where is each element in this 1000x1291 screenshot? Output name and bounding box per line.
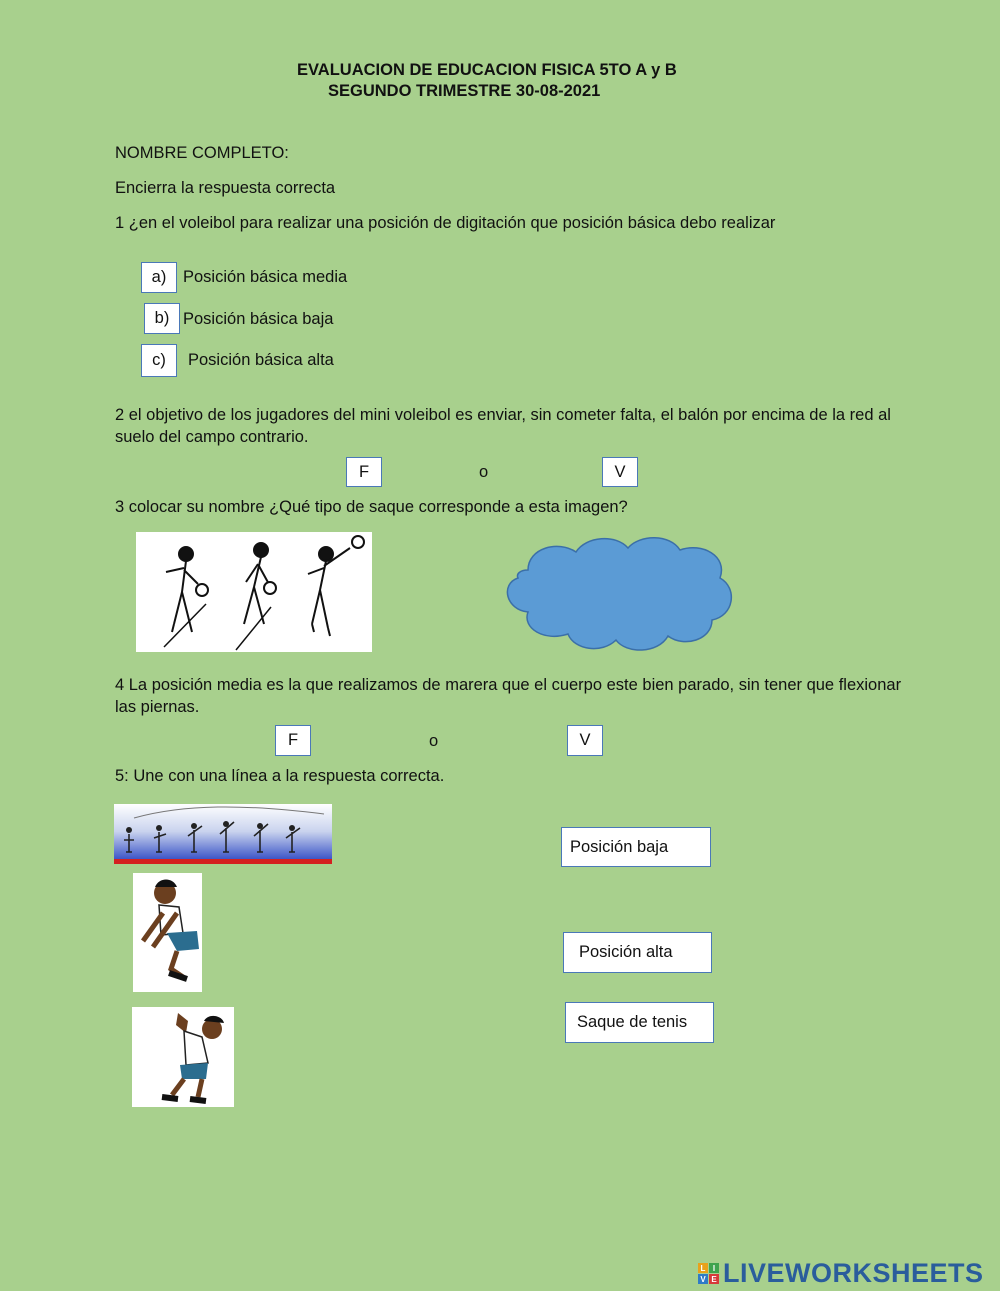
tennis-serve-sequence-image[interactable] <box>114 804 332 864</box>
q2-false-label: F <box>358 462 370 481</box>
serve-sequence-illustration <box>136 532 372 652</box>
logo-mark-icon <box>698 1263 719 1284</box>
question-5-text: 5: Une con una línea a la respuesta correcta. <box>115 767 445 785</box>
logo-text: LIVEWORKSHEETS <box>723 1258 984 1288</box>
option-b-letter: b) <box>154 309 170 327</box>
high-position-player-image[interactable] <box>132 1007 234 1107</box>
low-position-illustration <box>133 873 202 992</box>
liveworksheets-logo[interactable] <box>698 1258 984 1289</box>
page-title: EVALUACION DE EDUCACION FISICA 5TO A y B <box>297 61 677 79</box>
student-name-label: NOMBRE COMPLETO: <box>115 144 289 162</box>
answer-low-position[interactable] <box>561 827 711 867</box>
q4-false-label: F <box>287 731 299 749</box>
option-b-box[interactable] <box>144 303 180 334</box>
logo-cell-v: V <box>698 1274 708 1284</box>
answer-tennis-serve-label: Saque de tenis <box>577 1013 688 1031</box>
answer-high-position[interactable] <box>563 932 712 973</box>
q2-or-label: o <box>479 463 489 481</box>
option-c-letter: c) <box>152 351 166 369</box>
question-2-text: 2 el objetivo de los jugadores del mini voleibol es enviar, sin cometer falta, el balón por encima de la red al suelo del campo contrario. <box>115 406 891 446</box>
logo-cell-l: L <box>698 1263 708 1273</box>
option-a-text: Posición básica media <box>183 268 348 286</box>
q4-true-label: V <box>579 731 591 749</box>
option-b-text: Posición básica baja <box>183 310 334 328</box>
q2-true-label: V <box>614 462 626 481</box>
high-position-illustration <box>132 1007 234 1107</box>
q2-true-box[interactable] <box>602 457 638 487</box>
question-4-text: 4 La posición media es la que realizamos de marera que el cuerpo este bien parado, sin tener que flexionar las piernas. <box>115 676 902 716</box>
option-a-letter: a) <box>151 268 167 286</box>
instruction-text: Encierra la respuesta correcta <box>115 179 336 197</box>
logo-cell-i: I <box>709 1263 719 1273</box>
option-a-box[interactable] <box>141 262 177 293</box>
answer-high-position-label: Posición alta <box>579 943 673 961</box>
tennis-serve-illustration <box>114 804 332 864</box>
q4-true-box[interactable] <box>567 725 603 756</box>
logo-cell-e: E <box>709 1274 719 1284</box>
q2-false-box[interactable] <box>346 457 382 487</box>
question-3-text: 3 colocar su nombre ¿Qué tipo de saque corresponde a esta imagen? <box>115 498 628 516</box>
option-c-box[interactable] <box>141 344 177 377</box>
q4-false-box[interactable] <box>275 725 311 756</box>
answer-low-position-label: Posición baja <box>570 837 669 856</box>
serve-sequence-image <box>136 532 372 652</box>
page-subtitle: SEGUNDO TRIMESTRE 30-08-2021 <box>328 82 601 100</box>
option-c-text: Posición básica alta <box>188 351 334 369</box>
q4-or-label: o <box>429 732 439 750</box>
low-position-player-image[interactable] <box>133 873 202 992</box>
answer-cloud-shape[interactable] <box>498 530 738 656</box>
answer-tennis-serve[interactable] <box>565 1002 714 1043</box>
question-1-text: 1 ¿en el voleibol para realizar una posición de digitación que posición básica debo realizar <box>115 214 776 232</box>
